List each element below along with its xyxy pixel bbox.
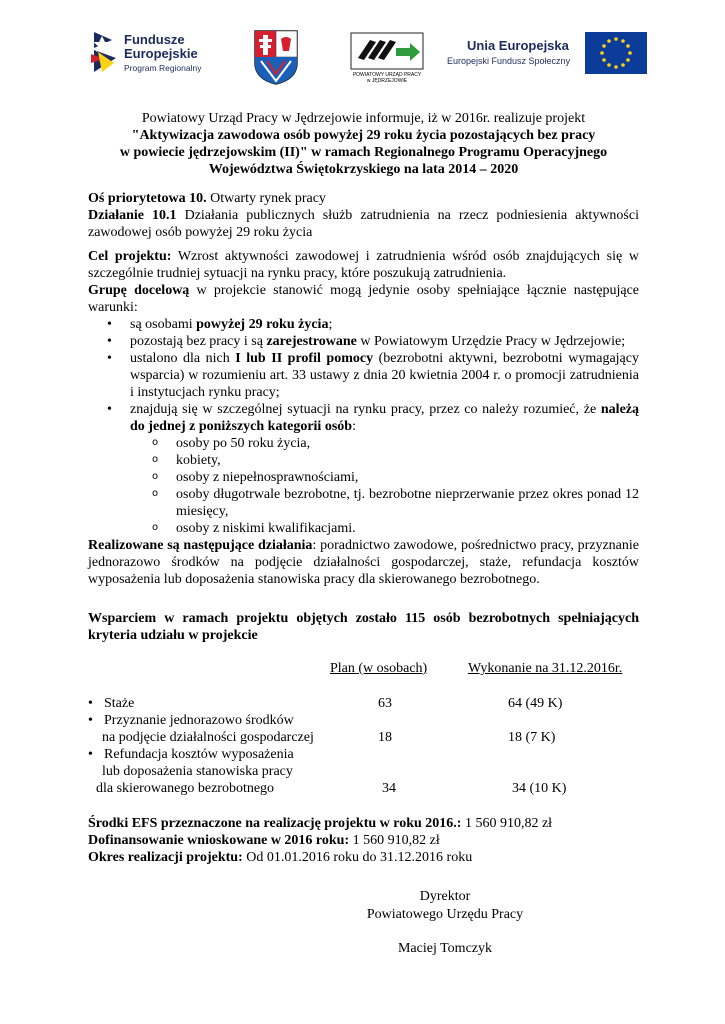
fe-line2: Europejskie bbox=[124, 46, 198, 61]
fundusze-europejskie-logo bbox=[88, 28, 228, 82]
intro-line2: "Aktywizacja zawodowa osób powyżej 29 roku życia pozostających bez pracy bbox=[131, 128, 596, 143]
action-10-1: Działanie 10.1 Działania publicznych służb zatrudnienia na rzecz podniesienia aktywności zawodowej osób powyżej 29 roku życia bbox=[88, 208, 639, 240]
pup-line2: w JĘDRZEJOWIE bbox=[366, 78, 408, 84]
project-actions: Realizowane są następujące działania: poradnictwo zawodowe, pośrednictwo pracy, przyznanie jednorazowo środków na podjęcie działalności gospodarczej, staże, refundacja kosztów wyposażenia lub doposażenia stanowiska pracy dla skierowanego bezrobotnego. bbox=[88, 538, 639, 587]
category-item: o osoby długotrwale bezrobotne, tj. bezrobotne nieprzerwanie przez okres ponad 12 miesięcy, bbox=[88, 486, 639, 520]
category-item: o osoby po 50 roku życia, bbox=[88, 435, 639, 452]
signature-title2: Powiatowego Urzędu Pracy bbox=[366, 907, 524, 922]
signature-name: Maciej Tomczyk bbox=[397, 941, 492, 956]
axis-and-action bbox=[88, 190, 639, 241]
category-item: o osoby z niepełnosprawnościami, bbox=[88, 469, 639, 486]
col-header-plan: Plan (w osobach) bbox=[330, 661, 428, 676]
condition-item: • ustalono dla nich I lub II profil pomocy (bezrobotni aktywni, bezrobotni wymagający wsparcia) w rozumieniu art. 33 ustawy z dnia 20 kwietnia 2004 r. o promocji zatrudnienia i instytucjach rynku pracy; bbox=[88, 350, 639, 401]
swietokrzyskie-coat-of-arms-logo bbox=[253, 29, 299, 90]
funding-summary bbox=[88, 815, 648, 866]
fe-line1: Fundusze bbox=[124, 32, 185, 47]
signature-title1: Dyrektor bbox=[419, 889, 471, 904]
project-intro bbox=[88, 110, 639, 178]
fe-star-icon bbox=[88, 28, 120, 80]
condition-list bbox=[88, 316, 639, 537]
logo-strip bbox=[0, 0, 725, 100]
co-financing: Dofinansowanie wnioskowane w 2016 roku: 1 560 910,82 zł bbox=[88, 833, 440, 848]
efs-funds: Środki EFS przeznaczone na realizację projektu w roku 2016.: 1 560 910,82 zł bbox=[88, 816, 553, 831]
pup-line1: POWIATOWY URZĄD PRACY bbox=[352, 72, 422, 78]
unia-europejska-logo bbox=[445, 36, 645, 76]
intro-line4: Województwa Świętokrzyskiego na lata 2014 – 2020 bbox=[208, 162, 519, 177]
col-header-wykonanie: Wykonanie na 31.12.2016r. bbox=[468, 661, 623, 676]
condition-item: • są osobami powyżej 29 roku życia; bbox=[88, 316, 639, 333]
eu-flag-icon bbox=[585, 32, 647, 74]
intro-line3: w powiecie jędrzejowskim (II)" w ramach Regionalnego Programu Operacyjnego bbox=[119, 145, 608, 160]
condition-item: • pozostają bez pracy i są zarejestrowane w Powiatowym Urzędzie Pracy w Jędrzejowie; bbox=[88, 333, 639, 350]
fe-line3: Program Regionalny bbox=[124, 63, 202, 73]
target-group: Grupę docelową w projekcie stanowić mogą jedynie osoby spełniające łącznie następujące warunki: bbox=[88, 283, 639, 315]
category-item: o kobiety, bbox=[88, 452, 639, 469]
pup-jedrzejow-logo bbox=[350, 32, 424, 84]
category-list bbox=[88, 435, 639, 537]
category-item: o osoby z niskimi kwalifikacjami. bbox=[88, 520, 639, 537]
support-summary: Wsparciem w ramach projektu objętych zostało 115 osób bezrobotnych spełniających kryteria udziału w projekcie bbox=[88, 611, 639, 643]
condition-item: • znajdują się w szczególnej sytuacji na rynku pracy, przez co należy rozumieć, że należą do jednej z poniższych kategorii osób: o osoby po 50 roku życia, o kobiety, o osoby z niepełnosprawnościami, o osoby długotrwale bezrobotne, tj. bezrobotne nieprzerwanie przez okres ponad 12 miesięcy, o osoby z niskimi kwalifikacjami. bbox=[88, 401, 639, 537]
ue-line2: Europejski Fundusz Społeczny bbox=[447, 56, 571, 66]
intro-line1: Powiatowy Urząd Pracy w Jędrzejowie informuje, iż w 2016r. realizuje projekt bbox=[141, 111, 586, 126]
priority-axis: Oś priorytetowa 10. Otwarty rynek pracy bbox=[88, 191, 326, 206]
project-goal: Cel projektu: Wzrost aktywności zawodowej i zatrudnienia wśród osób znajdujących się w szczególnie trudniej sytuacji na rynku pracy, które poszukują zatrudnienia. bbox=[88, 249, 640, 281]
ue-line1: Unia Europejska bbox=[467, 38, 569, 53]
goal-and-group bbox=[88, 248, 639, 588]
project-period: Okres realizacji projektu: Od 01.01.2016 roku do 31.12.2016 roku bbox=[88, 850, 473, 865]
